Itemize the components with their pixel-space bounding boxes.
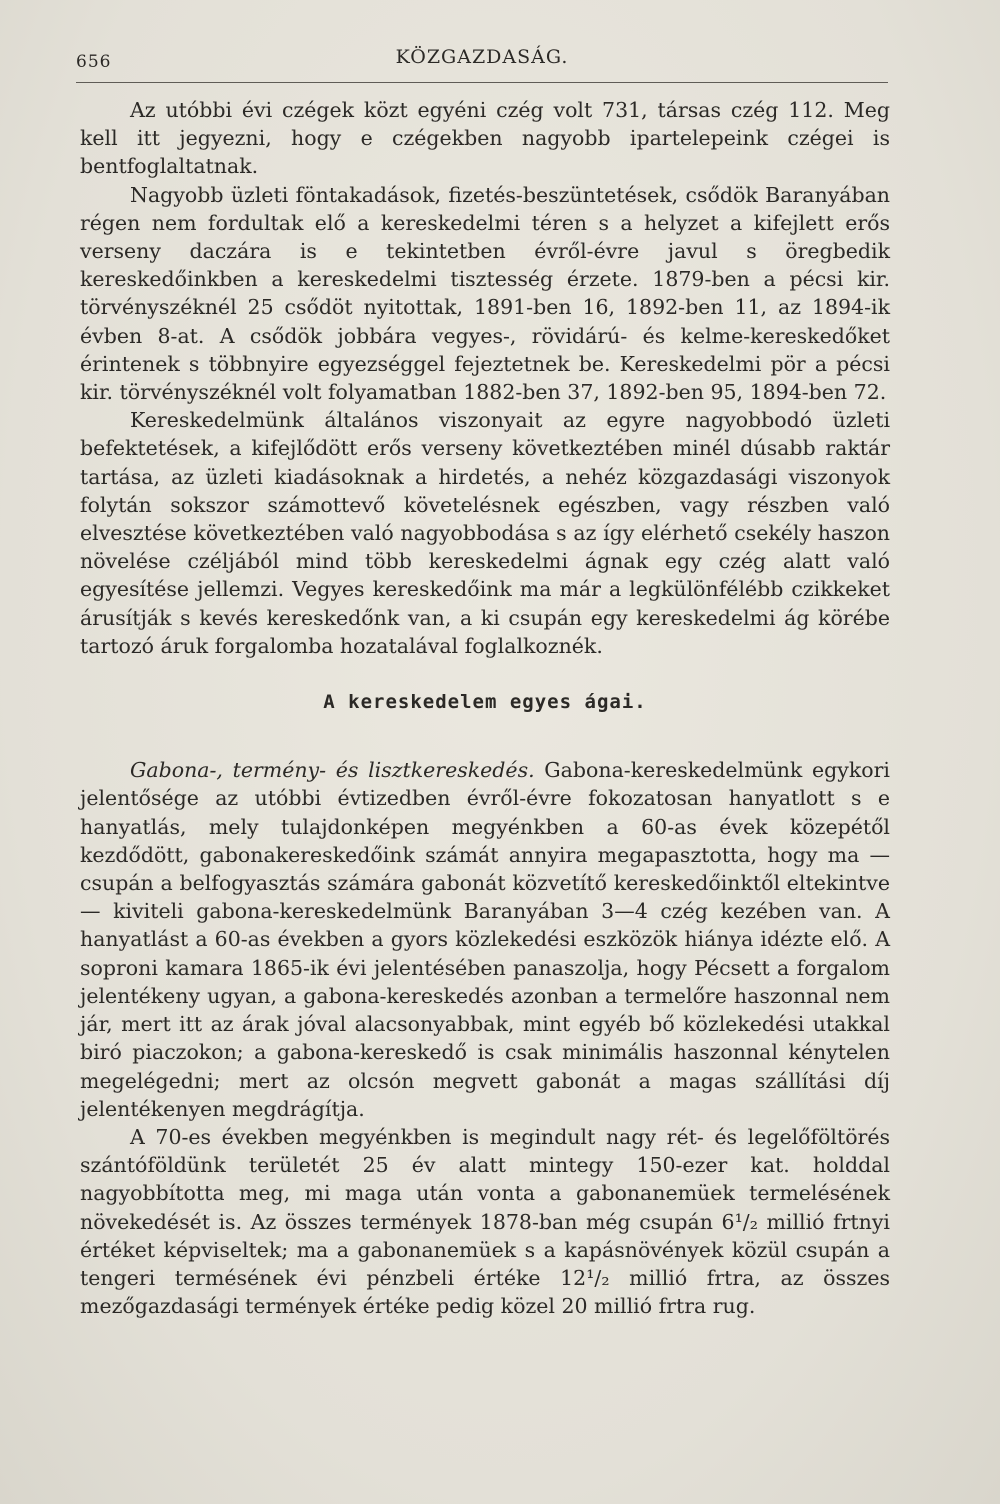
fraction-value: 6¹/₂	[721, 1209, 758, 1234]
paragraph-land-conversion-text-a: A 70-es években megyénkben is megindult nagy rét- és legelőföltörés szántóföldünk területét 25 év alatt mintegy 150-ezer kat. holddal nagyobbította meg, mi maga után vonta a gabonanemüek termelésének növekedését is. Az összes termények 1878-ban még csupán	[80, 1124, 890, 1234]
paragraph-grain-trade	[80, 756, 890, 1123]
running-title: KÖZGAZDASÁG.	[395, 46, 569, 68]
paragraph-commerce-conditions: Kereskedelmünk általános viszonyait az egyre nagyobbodó üzleti befektetések, a kifejlődött erős verseny következtében minél dúsabb raktár tartása, az üzleti kiadásoknak a hirdetés, a nehéz közgazdasági viszonyok folytán sokszor számottevő követelésnek egészben, vagy részben való elvesztése következtében való nagyobbodása s az így elérhető csekély haszon növelése czéljából mind több kereskedelmi ágnak egy czég alatt való egyesítése jellemzi. Vegyes kereskedőink ma már a legkülönfélébb czikkeket árusítják s kevés kereskedőnk van, a ki csupán egy kereskedelmi ág körébe tartozó áruk forgalomba hozatalával foglalkoznék.	[80, 408, 890, 658]
body-text	[80, 96, 890, 1320]
paragraph-grain-trade-text: Gabona-kereskedelmünk egykori jelentősége az utóbbi évtizedben évről-évre fokozatosan hanyatlott s e hanyatlás, mely tulajdonképen megyénkben a 60-as évek közepétől kezdődött, gabonakereskedőink számát annyira megapasztotta, hogy ma — csupán a belfogyasztás számára gabonát közvetítő kereskedőinktől eltekintve — kiviteli gabona-kereskedelmünk Baranyában 3—4 czég kezében van. A hanyatlást a 60-as években a gyors közlekedési eszközök hiánya idézte elő. A soproni kamara 1865-ik évi jelentésében panaszolja, hogy Pécsett a forgalom jelentékeny ugyan, a gabona-kereskedés azonban a termelőre haszonnal nem jár, mert itt az árak jóval alacsonyabbak, mint egyéb bő közlekedési utakkal biró piaczokon; a gabona-kereskedő is csak minimális haszonnal kénytelen megelégedni; mert az olcsón megvett gabonát a magas szállítási díj jelentékenyen megdrágítja.	[80, 758, 890, 1121]
section-heading: A kereskedelem egyes ágai.	[323, 691, 647, 714]
paragraph-bankruptcies: Nagyobb üzleti föntakadások, fizetés-beszüntetések, csődök Baranyában régen nem fordultak elő a kereskedelmi téren s a helyzet a kifejlett erős verseny daczára is e tekintetben évről-évre javul s öregbedik kereskedőinkben a kereskedelmi tisztesség érzete. 1879-ben a pécsi kir. törvényszéknél 25 csődöt nyitottak, 1891-ben 16, 1892-ben 11, az 1894-ik évben 8-at. A csődök jobbára vegyes-, rövidárú- és kelme-kereskedőket érintenek s többnyire egyezséggel fejeztetnek be. Kereskedelmi pör a pécsi kir. törvényszéknél volt folyamatban 1882-ben 37, 1892-ben 95, 1894-ben 72.	[80, 182, 890, 405]
page-header	[76, 46, 888, 74]
page-number: 656	[76, 52, 112, 72]
paragraph-land-conversion	[80, 1123, 890, 1320]
fraction-value: 12¹/₂	[560, 1265, 610, 1290]
paragraph-land-conversion-text-c: millió frtra, az összes mezőgazdasági termények értéke pedig közel 20 millió frtra rug.	[80, 1265, 890, 1319]
paragraph-company-counts: Az utóbbi évi czégek közt egyéni czég volt 731, társas czég 112. Meg kell itt jegyezni, hogy e czégekben nagyobb ipartelepeink czégei is bentfoglaltatnak.	[80, 98, 890, 179]
paragraph-land-conversion-text-b: millió frtnyi értéket képviseltek; ma a gabonanemüek s a kapásnövények közül csupán a tengeri termésének évi pénzbeli értéke	[80, 1209, 890, 1290]
run-in-heading: Gabona-, termény- és lisztkereskedés.	[130, 758, 535, 783]
header-rule	[76, 82, 888, 83]
